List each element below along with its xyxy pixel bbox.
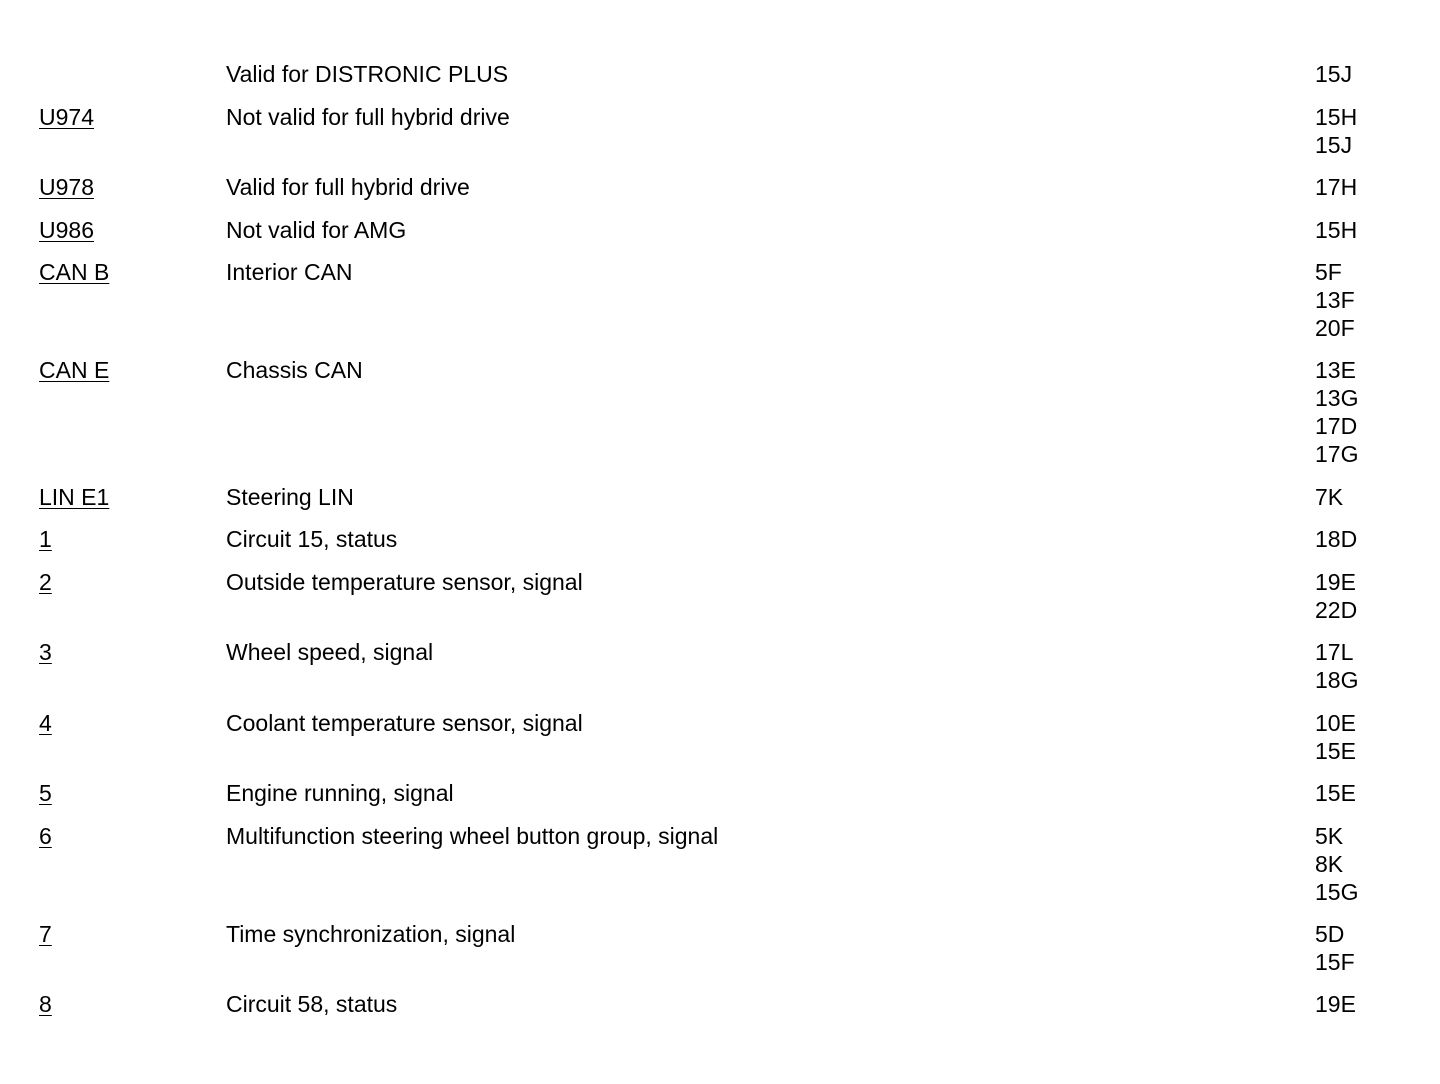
row-description: Not valid for full hybrid drive [226,104,510,130]
reference-item: 5K [1315,823,1344,849]
reference-item: 19E [1315,991,1356,1017]
row-description: Not valid for AMG [226,217,407,243]
row-description: Circuit 15, status [226,526,398,552]
row-description: Coolant temperature sensor, signal [226,710,583,736]
reference-item: 15H [1315,217,1358,243]
reference-item: 13G [1315,385,1359,411]
row-references [1315,60,1352,88]
row-code-link[interactable]: U978 [39,174,94,200]
row-description: Engine running, signal [226,780,454,806]
reference-item: 5D [1315,921,1345,947]
reference-item: 17G [1315,441,1359,467]
reference-item: 17H [1315,174,1358,200]
row-code-link[interactable]: CAN E [39,357,110,383]
row-code-link[interactable]: 5 [39,780,52,806]
reference-item: 17D [1315,413,1358,439]
row-references [1315,709,1356,765]
reference-item: 15E [1315,780,1356,806]
row-description: Outside temperature sensor, signal [226,569,583,595]
row-code-link[interactable]: 4 [39,710,52,736]
row-references [1315,103,1357,159]
reference-item: 13F [1315,287,1355,313]
reference-item: 22D [1315,597,1358,623]
row-description: Wheel speed, signal [226,639,434,665]
row-code-link[interactable]: LIN E1 [39,484,110,510]
row-references [1315,356,1358,468]
row-references [1315,638,1358,694]
row-references [1315,483,1343,511]
reference-item: 20F [1315,315,1355,341]
reference-item: 15G [1315,879,1359,905]
row-code-link[interactable]: 1 [39,526,52,552]
row-description: Valid for DISTRONIC PLUS [226,61,509,87]
row-references [1315,216,1357,244]
reference-item: 7K [1315,484,1344,510]
reference-item: 13E [1315,357,1356,383]
row-code-link[interactable]: 7 [39,921,52,947]
reference-item: 17L [1315,639,1354,665]
reference-item: 15H [1315,104,1358,130]
reference-item: 5F [1315,259,1342,285]
row-references [1315,990,1356,1018]
reference-item: 15F [1315,949,1355,975]
row-description: Steering LIN [226,484,354,510]
reference-item: 15J [1315,132,1353,158]
row-description: Valid for full hybrid drive [226,174,470,200]
reference-item: 8K [1315,851,1344,877]
row-description: Interior CAN [226,259,353,285]
reference-item: 18G [1315,667,1359,693]
row-code-link[interactable]: U974 [39,104,94,130]
reference-item: 18D [1315,526,1358,552]
row-code-link[interactable]: 6 [39,823,52,849]
row-code-link[interactable]: CAN B [39,259,110,285]
reference-item: 15E [1315,738,1356,764]
reference-item: 15J [1315,61,1353,87]
row-code-link[interactable]: 3 [39,639,52,665]
row-description: Circuit 58, status [226,991,398,1017]
row-references [1315,568,1357,624]
reference-item: 19E [1315,569,1356,595]
row-references [1315,525,1357,553]
row-references [1315,173,1357,201]
row-references [1315,258,1355,342]
row-code-link[interactable]: 2 [39,569,52,595]
row-description: Chassis CAN [226,357,363,383]
reference-item: 10E [1315,710,1356,736]
row-references [1315,779,1356,807]
row-description: Multifunction steering wheel button group, signal [226,823,719,849]
row-references [1315,920,1355,976]
row-code-link[interactable]: 8 [39,991,52,1017]
row-code-link[interactable]: U986 [39,217,94,243]
row-description: Time synchronization, signal [226,921,516,947]
row-references [1315,822,1358,906]
